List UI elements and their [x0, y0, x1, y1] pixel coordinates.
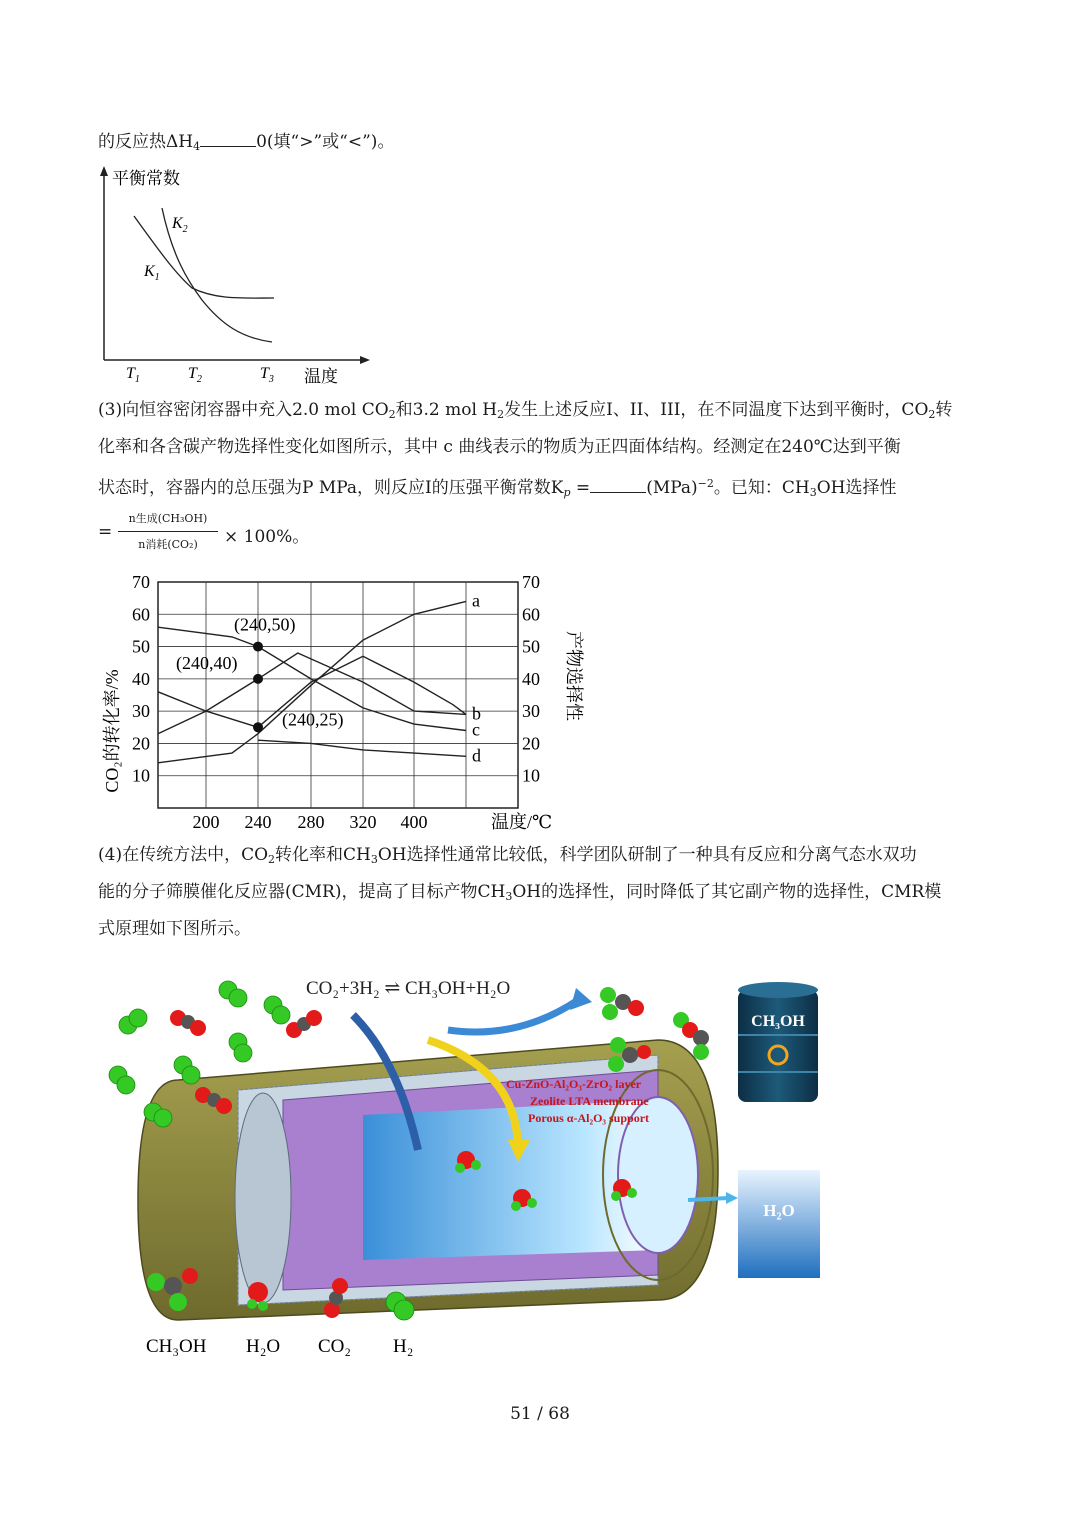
y-tick-right: 50	[522, 636, 540, 657]
annotation-label: (240,40)	[176, 652, 238, 673]
svg-text:T2: $T_2$	[188, 365, 202, 385]
equilibrium-constant-figure	[92, 160, 382, 390]
chart-ylabel-right: 产物选择性	[564, 631, 584, 721]
q4-line-3: 式原理如下图所示。	[98, 919, 251, 939]
annotation-point	[253, 642, 263, 652]
q4-line-1: (4)在传统方法中，$CO_2$转化率和$CH_3OH$选择性通常比较低，科学团队研制了一种具有反应和分离气态水双功	[98, 845, 917, 866]
y-tick-right: 40	[522, 668, 540, 689]
series-label-d: d	[472, 745, 481, 766]
annotation-label: (240,25)	[282, 709, 344, 730]
q3-line-1: (3)向恒容密闭容器中充入2.0 mol $CO_2$和3.2 mol $H_2$发生上述反应I、II、III，在不同温度下达到平衡时，$CO_2$转	[98, 400, 953, 421]
x-tick: 400	[400, 812, 428, 832]
y-tick-left: 60	[132, 604, 150, 625]
x-tick: 280	[297, 812, 325, 832]
legend-label-2: H₂O	[246, 1336, 281, 1357]
chart-xlabel: 温度/℃	[491, 812, 553, 832]
legend-label-4: H₂	[393, 1336, 414, 1357]
water-label: H₂O	[763, 1201, 795, 1220]
q3-line-2: 化率和各含碳产物选择性变化如图所示，其中 c 曲线表示的物质为正四面体结构。经测定在240℃达到平衡	[98, 437, 901, 457]
curve-k1	[134, 216, 274, 298]
x-tick: 200	[192, 812, 220, 832]
y-tick-right: 30	[522, 701, 540, 722]
y-tick-left: 40	[132, 668, 150, 689]
layer-label-2: Zeolite LTA membrane	[530, 1094, 649, 1108]
chart-frame	[158, 582, 518, 808]
text-line: 的反应热$\Delta H_4$ 0(填“>”或“<”)。	[98, 128, 394, 159]
x-tick: 240	[244, 812, 272, 832]
layer-label-1: Cu-ZnO-Al₂O₃-ZrO₂ layer	[506, 1077, 642, 1091]
y-tick-left: 30	[132, 701, 150, 722]
series-label-c: c	[472, 719, 480, 740]
fig1-xlabel: 温度	[304, 367, 338, 386]
y-tick-left: 10	[132, 765, 150, 786]
legend-label-3: CO₂	[318, 1336, 352, 1357]
chart-ylabel-left: CO₂的转化率/%	[102, 669, 122, 793]
y-tick-right: 70	[522, 572, 540, 592]
legend-label-1: CH₃OH	[146, 1336, 207, 1357]
methanol-barrel	[738, 982, 818, 1102]
reaction-equation: CO₂+3H₂ ⇌ CH₃OH+H₂O	[306, 978, 511, 999]
annotation-point	[253, 674, 263, 684]
y-tick-left: 70	[132, 572, 150, 592]
fig1-ylabel: 平衡常数	[112, 169, 180, 188]
annotation-label: (240,50)	[234, 614, 296, 635]
y-tick-left: 50	[132, 636, 150, 657]
page-number: 51 / 68	[510, 1404, 570, 1424]
svg-text:K2: $K_2$	[172, 215, 188, 235]
series-label-b: b	[472, 703, 481, 724]
svg-text:T1: $T_1$	[126, 365, 140, 385]
layer-label-3: Porous α-Al₂O₃ support	[528, 1111, 650, 1125]
svg-text:K1: $K_1$	[144, 263, 160, 283]
y-tick-right: 60	[522, 604, 540, 625]
barrel-label: CH₃OH	[751, 1013, 805, 1030]
x-tick: 320	[349, 812, 377, 832]
y-tick-left: 20	[132, 733, 150, 754]
water-box	[738, 1170, 820, 1278]
q4-line-2: 能的分子筛膜催化反应器(CMR)，提高了目标产物$CH_3OH$的选择性，同时降低了其它副产物的选择性，CMR模	[98, 882, 942, 903]
cmr-reactor-figure	[98, 960, 838, 1390]
svg-text:T3: $T_3$	[260, 365, 274, 385]
y-tick-right: 10	[522, 765, 540, 786]
series-line-d-tail	[258, 740, 466, 756]
conversion-selectivity-chart	[98, 566, 584, 836]
q3-line-3: 状态时，容器内的总压强为P MPa，则反应I的压强平衡常数$K_p = (MPa)^{-2}$。已知：$CH_3OH$选择性	[98, 472, 897, 505]
y-tick-right: 20	[522, 733, 540, 754]
annotation-point	[253, 722, 263, 732]
series-label-a: a	[472, 590, 480, 611]
